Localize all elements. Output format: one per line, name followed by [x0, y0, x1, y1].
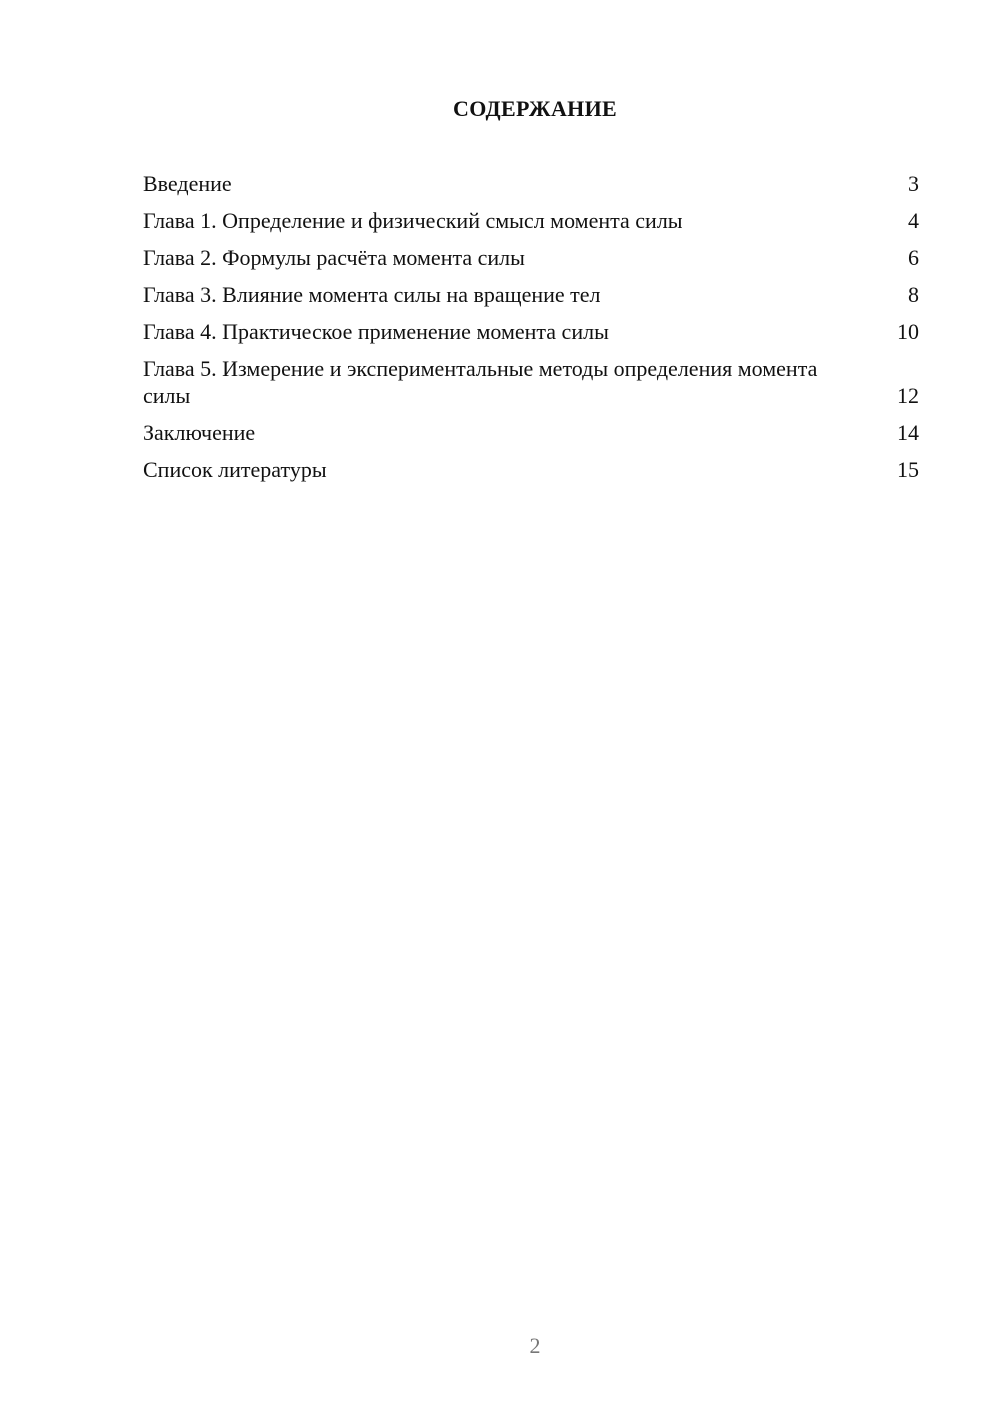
- toc-entry-page: 14: [897, 420, 919, 445]
- toc-entry-introduction: [143, 170, 919, 197]
- page-title: СОДЕРЖАНИЕ: [453, 96, 617, 121]
- toc-entry-page: 15: [897, 457, 919, 482]
- toc-entry-label: Введение: [143, 171, 232, 196]
- table-of-contents: [143, 170, 919, 493]
- toc-entry-page: 6: [908, 245, 919, 270]
- toc-entry-label: Заключение: [143, 420, 256, 445]
- toc-entry-chapter-4: [143, 318, 919, 345]
- toc-entry-chapter-2: [143, 244, 919, 271]
- toc-entry-page: 8: [908, 282, 919, 307]
- toc-entry-page: 3: [908, 171, 919, 196]
- toc-entry-label: Глава 2. Формулы расчёта момента силы: [143, 245, 525, 270]
- toc-entry-conclusion: [143, 419, 919, 446]
- toc-entry-chapter-1: [143, 207, 919, 234]
- toc-entry-chapter-3: [143, 281, 919, 308]
- toc-entry-page: 12: [897, 383, 919, 408]
- toc-entry-references: [143, 456, 919, 483]
- toc-entry-chapter-5: [143, 355, 919, 409]
- page-number: 2: [529, 1333, 541, 1358]
- toc-entry-page: 10: [897, 319, 919, 344]
- toc-entry-label: Глава 4. Практическое применение момента силы: [143, 319, 609, 344]
- toc-entry-label: Список литературы: [143, 457, 327, 482]
- toc-entry-label: Глава 1. Определение и физический смысл момента силы: [143, 208, 683, 233]
- toc-entry-page: 4: [908, 208, 919, 233]
- toc-entry-label: Глава 3. Влияние момента силы на вращение тел: [143, 282, 601, 307]
- toc-entry-label: Глава 5. Измерение и экспериментальные методы определения момента силы: [143, 356, 818, 408]
